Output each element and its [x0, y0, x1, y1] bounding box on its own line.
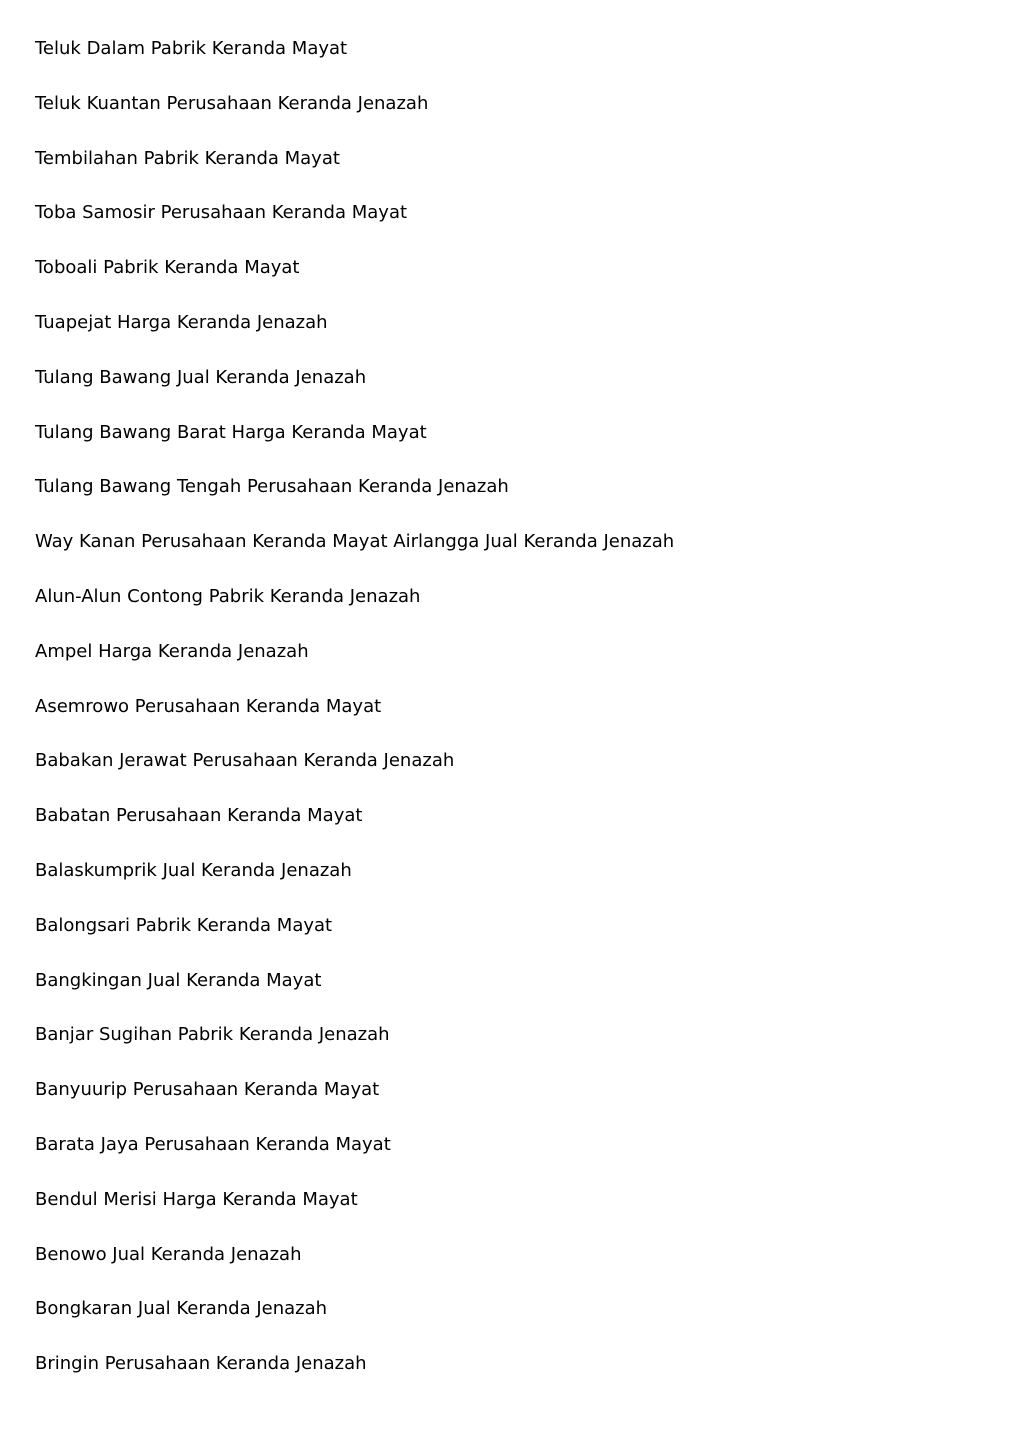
- text-line: Babakan Jerawat Perusahaan Keranda Jenazah: [35, 750, 455, 772]
- text-line: Banjar Sugihan Pabrik Keranda Jenazah: [35, 1024, 390, 1046]
- text-line: Tulang Bawang Tengah Perusahaan Keranda Jenazah: [35, 476, 509, 498]
- text-line: Barata Jaya Perusahaan Keranda Mayat: [35, 1133, 391, 1155]
- text-line: Bongkaran Jual Keranda Jenazah: [35, 1298, 328, 1320]
- text-line: Tembilahan Pabrik Keranda Mayat: [35, 147, 340, 169]
- text-line: Balaskumprik Jual Keranda Jenazah: [35, 859, 352, 881]
- text-line: Bendul Merisi Harga Keranda Mayat: [35, 1188, 358, 1210]
- text-line: Babatan Perusahaan Keranda Mayat: [35, 805, 363, 827]
- text-line: Way Kanan Perusahaan Keranda Mayat Airlangga Jual Keranda Jenazah: [35, 531, 675, 553]
- text-line: Bringin Perusahaan Keranda Jenazah: [35, 1353, 367, 1375]
- text-line: Tulang Bawang Jual Keranda Jenazah: [35, 366, 367, 388]
- text-line: Teluk Dalam Pabrik Keranda Mayat: [35, 38, 348, 59]
- text-line: Balongsari Pabrik Keranda Mayat: [35, 914, 333, 936]
- text-line: Bangkingan Jual Keranda Mayat: [35, 969, 322, 991]
- text-line: Toba Samosir Perusahaan Keranda Mayat: [35, 202, 408, 224]
- text-line: Benowo Jual Keranda Jenazah: [35, 1243, 302, 1265]
- text-line: Toboali Pabrik Keranda Mayat: [35, 257, 300, 279]
- text-line-list: [35, 37, 995, 1407]
- text-line: Alun-Alun Contong Pabrik Keranda Jenazah: [35, 585, 421, 607]
- text-line: Tuapejat Harga Keranda Jenazah: [35, 311, 328, 333]
- text-line: Banyuurip Perusahaan Keranda Mayat: [35, 1079, 380, 1101]
- text-line: Teluk Kuantan Perusahaan Keranda Jenazah: [35, 92, 429, 114]
- text-line: Tulang Bawang Barat Harga Keranda Mayat: [35, 421, 427, 443]
- text-line: Asemrowo Perusahaan Keranda Mayat: [35, 695, 382, 717]
- text-line: Ampel Harga Keranda Jenazah: [35, 640, 309, 662]
